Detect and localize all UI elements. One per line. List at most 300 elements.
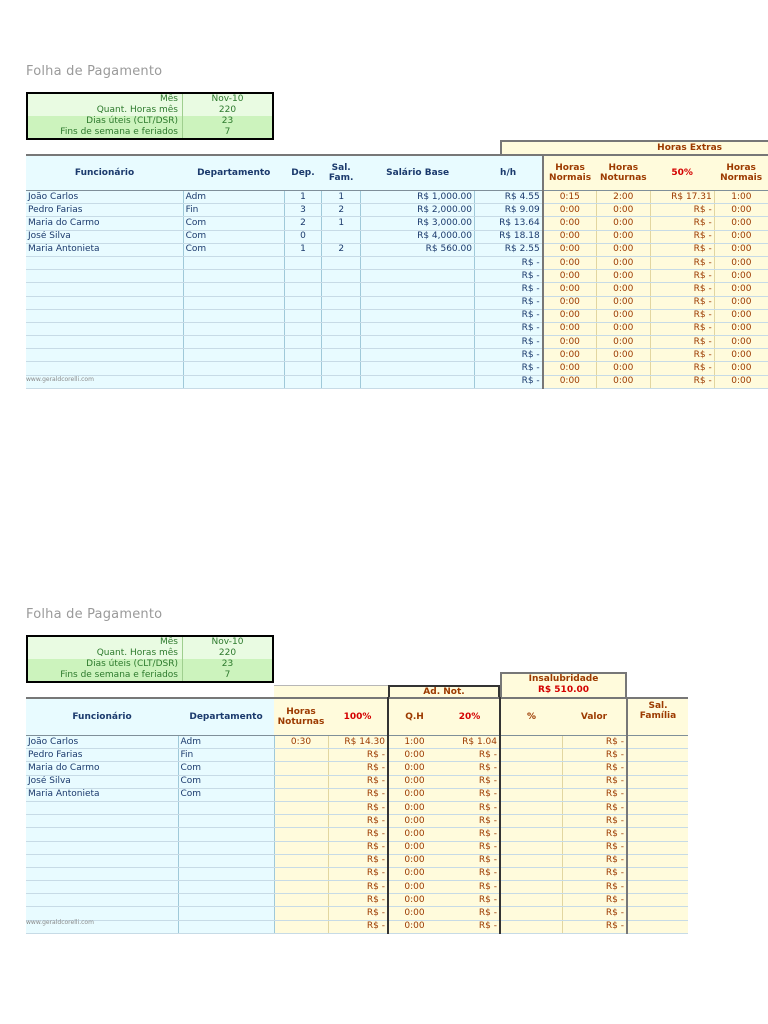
col-horas-noturnas-cell[interactable]: 0:00 bbox=[596, 309, 650, 322]
col-departamento-cell[interactable] bbox=[178, 828, 274, 841]
col-sal-fam-cell[interactable] bbox=[322, 375, 361, 388]
col-hh-cell[interactable]: R$ 18.18 bbox=[474, 230, 542, 243]
col-50-cell[interactable]: R$ - bbox=[650, 217, 714, 230]
col-50-cell[interactable]: R$ - bbox=[650, 230, 714, 243]
col-100-cell[interactable]: R$ - bbox=[328, 749, 388, 762]
col-horas-normais-cell[interactable]: 0:00 bbox=[543, 204, 597, 217]
col-qh-cell[interactable]: 0:00 bbox=[388, 801, 440, 814]
col-hh-cell[interactable]: R$ 13.64 bbox=[474, 217, 542, 230]
col-departamento-cell[interactable] bbox=[183, 256, 284, 269]
col-horas-noturnas-cell[interactable] bbox=[274, 775, 328, 788]
col-funcionario-cell[interactable] bbox=[26, 322, 183, 335]
col-horas-normais-cell[interactable]: 0:00 bbox=[543, 362, 597, 375]
col-valor-cell[interactable]: R$ - bbox=[562, 788, 627, 801]
col-100-cell[interactable]: R$ - bbox=[328, 894, 388, 907]
col-valor-cell[interactable]: R$ - bbox=[562, 854, 627, 867]
col-horas-normais-2-cell[interactable]: 0:00 bbox=[714, 349, 768, 362]
col-50-cell[interactable]: R$ - bbox=[650, 362, 714, 375]
col-departamento-cell[interactable]: Com bbox=[178, 775, 274, 788]
col-salario-base-cell[interactable] bbox=[361, 283, 475, 296]
col-dep-cell[interactable] bbox=[284, 309, 321, 322]
col-hh-cell[interactable]: R$ - bbox=[474, 349, 542, 362]
col-dep-cell[interactable] bbox=[284, 270, 321, 283]
col-horas-normais-2-cell[interactable]: 0:00 bbox=[714, 322, 768, 335]
summary-value[interactable]: 23 bbox=[183, 659, 274, 670]
col-funcionario-cell[interactable] bbox=[26, 867, 178, 880]
col-hh-cell[interactable]: R$ - bbox=[474, 270, 542, 283]
col-20-cell[interactable]: R$ - bbox=[440, 749, 500, 762]
col-dep-cell[interactable] bbox=[284, 362, 321, 375]
col-100-cell[interactable]: R$ - bbox=[328, 775, 388, 788]
col-dep-cell[interactable]: 1 bbox=[284, 191, 321, 204]
col-horas-normais-2-cell[interactable]: 0:00 bbox=[714, 362, 768, 375]
col-departamento-cell[interactable] bbox=[183, 336, 284, 349]
col-departamento-cell[interactable] bbox=[183, 270, 284, 283]
summary-value[interactable]: 23 bbox=[183, 116, 274, 127]
col-horas-noturnas-cell[interactable]: 0:30 bbox=[274, 736, 328, 749]
col-horas-normais-2-cell[interactable]: 0:00 bbox=[714, 243, 768, 256]
col-departamento-cell[interactable]: Com bbox=[178, 762, 274, 775]
col-departamento-cell[interactable] bbox=[183, 375, 284, 388]
col-20-cell[interactable]: R$ - bbox=[440, 867, 500, 880]
col-departamento-cell[interactable] bbox=[178, 881, 274, 894]
col-qh-cell[interactable]: 0:00 bbox=[388, 854, 440, 867]
col-horas-noturnas-cell[interactable] bbox=[274, 907, 328, 920]
summary-value[interactable]: Nov-10 bbox=[183, 636, 274, 648]
col-sal-fam-cell[interactable] bbox=[322, 230, 361, 243]
col-funcionario-cell[interactable]: João Carlos bbox=[26, 191, 183, 204]
col-valor-cell[interactable]: R$ - bbox=[562, 828, 627, 841]
col-percent-cell[interactable] bbox=[500, 894, 562, 907]
col-percent-cell[interactable] bbox=[500, 749, 562, 762]
col-20-cell[interactable]: R$ - bbox=[440, 762, 500, 775]
col-sal-familia-cell[interactable] bbox=[627, 775, 688, 788]
col-departamento-cell[interactable] bbox=[178, 854, 274, 867]
col-horas-noturnas-cell[interactable]: 0:00 bbox=[596, 217, 650, 230]
col-horas-noturnas-cell[interactable]: 0:00 bbox=[596, 336, 650, 349]
col-horas-normais-2-cell[interactable]: 0:00 bbox=[714, 375, 768, 388]
col-100-cell[interactable]: R$ - bbox=[328, 867, 388, 880]
col-100-cell[interactable]: R$ - bbox=[328, 881, 388, 894]
col-salario-base-cell[interactable] bbox=[361, 349, 475, 362]
col-salario-base-cell[interactable] bbox=[361, 296, 475, 309]
col-sal-familia-cell[interactable] bbox=[627, 881, 688, 894]
col-100-cell[interactable]: R$ - bbox=[328, 841, 388, 854]
col-valor-cell[interactable]: R$ - bbox=[562, 815, 627, 828]
col-funcionario-cell[interactable] bbox=[26, 283, 183, 296]
col-sal-familia-cell[interactable] bbox=[627, 815, 688, 828]
col-funcionario-cell[interactable] bbox=[26, 854, 178, 867]
col-100-cell[interactable]: R$ - bbox=[328, 828, 388, 841]
col-funcionario-cell[interactable] bbox=[26, 828, 178, 841]
col-horas-normais-2-cell[interactable]: 0:00 bbox=[714, 217, 768, 230]
col-20-cell[interactable]: R$ - bbox=[440, 907, 500, 920]
col-horas-noturnas-cell[interactable]: 0:00 bbox=[596, 270, 650, 283]
col-salario-base-cell[interactable] bbox=[361, 322, 475, 335]
col-sal-fam-cell[interactable]: 1 bbox=[322, 191, 361, 204]
col-sal-fam-cell[interactable] bbox=[322, 349, 361, 362]
col-sal-familia-cell[interactable] bbox=[627, 749, 688, 762]
col-horas-noturnas-cell[interactable]: 0:00 bbox=[596, 322, 650, 335]
col-percent-cell[interactable] bbox=[500, 907, 562, 920]
col-valor-cell[interactable]: R$ - bbox=[562, 841, 627, 854]
col-20-cell[interactable]: R$ - bbox=[440, 788, 500, 801]
col-horas-noturnas-cell[interactable]: 0:00 bbox=[596, 204, 650, 217]
col-percent-cell[interactable] bbox=[500, 854, 562, 867]
col-horas-noturnas-cell[interactable] bbox=[274, 841, 328, 854]
col-50-cell[interactable]: R$ - bbox=[650, 270, 714, 283]
col-departamento-cell[interactable]: Com bbox=[183, 230, 284, 243]
col-qh-cell[interactable]: 0:00 bbox=[388, 762, 440, 775]
col-20-cell[interactable]: R$ 1.04 bbox=[440, 736, 500, 749]
col-100-cell[interactable]: R$ - bbox=[328, 907, 388, 920]
col-horas-normais-2-cell[interactable]: 1:00 bbox=[714, 191, 768, 204]
col-20-cell[interactable]: R$ - bbox=[440, 801, 500, 814]
col-horas-noturnas-cell[interactable] bbox=[274, 788, 328, 801]
col-sal-fam-header: Sal. Fam. bbox=[322, 155, 361, 191]
col-funcionario-cell[interactable] bbox=[26, 841, 178, 854]
col-funcionario-cell[interactable]: Pedro Farias bbox=[26, 204, 183, 217]
col-funcionario-cell[interactable]: Maria do Carmo bbox=[26, 217, 183, 230]
col-qh-cell[interactable]: 0:00 bbox=[388, 881, 440, 894]
col-sal-familia-cell[interactable] bbox=[627, 801, 688, 814]
col-valor-cell[interactable]: R$ - bbox=[562, 775, 627, 788]
col-horas-normais-cell[interactable]: 0:00 bbox=[543, 256, 597, 269]
col-funcionario-cell[interactable] bbox=[26, 336, 183, 349]
col-funcionario-cell[interactable] bbox=[26, 296, 183, 309]
col-100-cell[interactable]: R$ - bbox=[328, 788, 388, 801]
col-valor-cell[interactable]: R$ - bbox=[562, 867, 627, 880]
col-funcionario-cell[interactable] bbox=[26, 815, 178, 828]
col-sal-familia-cell[interactable] bbox=[627, 788, 688, 801]
col-horas-normais-2-cell[interactable]: 0:00 bbox=[714, 270, 768, 283]
col-100-cell[interactable]: R$ - bbox=[328, 762, 388, 775]
col-percent-cell[interactable] bbox=[500, 775, 562, 788]
col-valor-cell[interactable]: R$ - bbox=[562, 749, 627, 762]
col-horas-noturnas-cell[interactable] bbox=[274, 920, 328, 933]
col-departamento-cell[interactable] bbox=[178, 894, 274, 907]
col-percent-cell[interactable] bbox=[500, 815, 562, 828]
col-qh-cell[interactable]: 0:00 bbox=[388, 775, 440, 788]
col-qh-cell[interactable]: 0:00 bbox=[388, 867, 440, 880]
col-horas-noturnas-cell[interactable] bbox=[274, 828, 328, 841]
col-horas-normais-2-cell[interactable]: 0:00 bbox=[714, 204, 768, 217]
col-salario-base-cell[interactable] bbox=[361, 375, 475, 388]
col-sal-fam-cell[interactable]: 1 bbox=[322, 217, 361, 230]
col-funcionario-header: Funcionário bbox=[26, 698, 178, 736]
col-departamento-cell[interactable] bbox=[178, 801, 274, 814]
horas-extras-band: Horas Extras bbox=[500, 140, 768, 155]
col-20-cell[interactable]: R$ - bbox=[440, 841, 500, 854]
col-valor-cell[interactable]: R$ - bbox=[562, 907, 627, 920]
col-horas-normais-cell[interactable]: 0:00 bbox=[543, 349, 597, 362]
col-dep-cell[interactable] bbox=[284, 375, 321, 388]
col-qh-cell[interactable]: 0:00 bbox=[388, 894, 440, 907]
col-departamento-cell[interactable]: Fin bbox=[183, 204, 284, 217]
col-salario-base-cell[interactable]: R$ 4,000.00 bbox=[361, 230, 475, 243]
col-sal-familia-cell[interactable] bbox=[627, 762, 688, 775]
col-50-cell[interactable]: R$ - bbox=[650, 322, 714, 335]
col-50-cell[interactable]: R$ 17.31 bbox=[650, 191, 714, 204]
col-horas-normais-2-cell[interactable]: 0:00 bbox=[714, 283, 768, 296]
col-sal-fam-cell[interactable]: 2 bbox=[322, 204, 361, 217]
col-dep-cell[interactable] bbox=[284, 283, 321, 296]
col-hh-cell[interactable]: R$ - bbox=[474, 336, 542, 349]
col-horas-normais-2-cell[interactable]: 0:00 bbox=[714, 230, 768, 243]
col-20-cell[interactable]: R$ - bbox=[440, 920, 500, 933]
col-100-cell[interactable]: R$ - bbox=[328, 854, 388, 867]
col-percent-cell[interactable] bbox=[500, 867, 562, 880]
col-sal-familia-cell[interactable] bbox=[627, 828, 688, 841]
col-departamento-cell[interactable] bbox=[178, 815, 274, 828]
col-salario-base-cell[interactable]: R$ 2,000.00 bbox=[361, 204, 475, 217]
col-100-cell[interactable]: R$ - bbox=[328, 801, 388, 814]
col-50-cell[interactable]: R$ - bbox=[650, 336, 714, 349]
col-valor-cell[interactable]: R$ - bbox=[562, 894, 627, 907]
col-horas-noturnas-cell[interactable]: 0:00 bbox=[596, 256, 650, 269]
table-row bbox=[26, 920, 688, 933]
col-sal-familia-cell[interactable] bbox=[627, 736, 688, 749]
table-row bbox=[26, 854, 688, 867]
col-percent-cell[interactable] bbox=[500, 736, 562, 749]
col-sal-familia-cell[interactable] bbox=[627, 920, 688, 933]
col-dep-cell[interactable] bbox=[284, 349, 321, 362]
col-horas-normais-cell[interactable]: 0:00 bbox=[543, 296, 597, 309]
col-funcionario-cell[interactable] bbox=[26, 270, 183, 283]
col-qh-cell[interactable]: 0:00 bbox=[388, 828, 440, 841]
col-hh-cell[interactable]: R$ - bbox=[474, 322, 542, 335]
col-horas-normais-cell[interactable]: 0:00 bbox=[543, 230, 597, 243]
col-departamento-cell[interactable] bbox=[178, 867, 274, 880]
col-departamento-cell[interactable]: Adm bbox=[183, 191, 284, 204]
col-20-cell[interactable]: R$ - bbox=[440, 815, 500, 828]
col-horas-normais-cell[interactable]: 0:00 bbox=[543, 283, 597, 296]
col-funcionario-cell[interactable]: José Silva bbox=[26, 230, 183, 243]
col-horas-noturnas-cell[interactable]: 2:00 bbox=[596, 191, 650, 204]
col-departamento-cell[interactable]: Com bbox=[183, 243, 284, 256]
col-qh-cell[interactable]: 0:00 bbox=[388, 907, 440, 920]
col-salario-base-cell[interactable] bbox=[361, 362, 475, 375]
col-horas-noturnas-cell[interactable] bbox=[274, 881, 328, 894]
col-hh-cell[interactable]: R$ - bbox=[474, 375, 542, 388]
col-hh-cell[interactable]: R$ - bbox=[474, 309, 542, 322]
col-funcionario-cell[interactable]: Maria Antonieta bbox=[26, 788, 178, 801]
col-salario-base-cell[interactable] bbox=[361, 309, 475, 322]
col-20-cell[interactable]: R$ - bbox=[440, 881, 500, 894]
col-horas-normais-cell[interactable]: 0:00 bbox=[543, 336, 597, 349]
col-50-cell[interactable]: R$ - bbox=[650, 243, 714, 256]
col-dep-cell[interactable]: 1 bbox=[284, 243, 321, 256]
col-salario-base-cell[interactable]: R$ 3,000.00 bbox=[361, 217, 475, 230]
summary-value[interactable]: 220 bbox=[183, 648, 274, 659]
summary-value[interactable]: Nov-10 bbox=[183, 93, 274, 105]
col-departamento-cell[interactable]: Com bbox=[178, 788, 274, 801]
col-horas-normais-cell[interactable]: 0:00 bbox=[543, 375, 597, 388]
col-50-cell[interactable]: R$ - bbox=[650, 309, 714, 322]
col-dep-cell[interactable] bbox=[284, 336, 321, 349]
col-horas-noturnas-cell[interactable]: 0:00 bbox=[596, 296, 650, 309]
col-horas-normais-2-cell[interactable]: 0:00 bbox=[714, 336, 768, 349]
col-qh-cell[interactable]: 1:00 bbox=[388, 736, 440, 749]
col-sal-familia-cell[interactable] bbox=[627, 907, 688, 920]
col-salario-base-cell[interactable]: R$ 1,000.00 bbox=[361, 191, 475, 204]
col-20-cell[interactable]: R$ - bbox=[440, 775, 500, 788]
col-20-cell[interactable]: R$ - bbox=[440, 854, 500, 867]
col-funcionario-cell[interactable] bbox=[26, 801, 178, 814]
col-horas-normais-cell[interactable]: 0:00 bbox=[543, 309, 597, 322]
col-funcionario-cell[interactable]: Maria do Carmo bbox=[26, 762, 178, 775]
col-departamento-cell[interactable] bbox=[178, 920, 274, 933]
col-departamento-cell[interactable]: Adm bbox=[178, 736, 274, 749]
col-departamento-cell[interactable]: Com bbox=[183, 217, 284, 230]
col-horas-noturnas-cell[interactable]: 0:00 bbox=[596, 349, 650, 362]
col-valor-cell[interactable]: R$ - bbox=[562, 736, 627, 749]
col-funcionario-cell[interactable]: João Carlos bbox=[26, 736, 178, 749]
col-horas-noturnas-cell[interactable] bbox=[274, 815, 328, 828]
col-sal-familia-cell[interactable] bbox=[627, 867, 688, 880]
col-horas-noturnas-cell[interactable] bbox=[274, 867, 328, 880]
summary-value[interactable]: 220 bbox=[183, 105, 274, 116]
col-100-cell[interactable]: R$ - bbox=[328, 815, 388, 828]
col-100-cell[interactable]: R$ - bbox=[328, 920, 388, 933]
col-funcionario-cell[interactable] bbox=[26, 894, 178, 907]
col-sal-fam-cell[interactable] bbox=[322, 270, 361, 283]
table-row bbox=[26, 336, 768, 349]
col-qh-cell[interactable]: 0:00 bbox=[388, 841, 440, 854]
col-horas-noturnas-cell[interactable]: 0:00 bbox=[596, 362, 650, 375]
col-sal-familia-cell[interactable] bbox=[627, 841, 688, 854]
col-20-cell[interactable]: R$ - bbox=[440, 828, 500, 841]
col-sal-familia-cell[interactable] bbox=[627, 854, 688, 867]
col-departamento-cell[interactable] bbox=[183, 362, 284, 375]
col-percent-cell[interactable] bbox=[500, 881, 562, 894]
col-valor-cell[interactable]: R$ - bbox=[562, 881, 627, 894]
col-50-cell[interactable]: R$ - bbox=[650, 375, 714, 388]
col-sal-fam-cell[interactable] bbox=[322, 336, 361, 349]
col-salario-base-cell[interactable]: R$ 560.00 bbox=[361, 243, 475, 256]
col-valor-cell[interactable]: R$ - bbox=[562, 920, 627, 933]
col-horas-noturnas-cell[interactable]: 0:00 bbox=[596, 375, 650, 388]
col-hh-cell[interactable]: R$ 4.55 bbox=[474, 191, 542, 204]
insalubridade-value[interactable]: R$ 510.00 bbox=[537, 685, 590, 695]
col-50-cell[interactable]: R$ - bbox=[650, 204, 714, 217]
col-horas-normais-cell[interactable]: 0:00 bbox=[543, 322, 597, 335]
col-funcionario-cell[interactable] bbox=[26, 349, 183, 362]
col-departamento-cell[interactable] bbox=[183, 296, 284, 309]
col-funcionario-cell[interactable] bbox=[26, 256, 183, 269]
col-horas-noturnas-cell[interactable] bbox=[274, 762, 328, 775]
col-horas-normais-2-cell[interactable]: 0:00 bbox=[714, 296, 768, 309]
col-horas-noturnas-cell[interactable]: 0:00 bbox=[596, 243, 650, 256]
summary-value[interactable]: 7 bbox=[183, 670, 274, 682]
table-row bbox=[26, 907, 688, 920]
col-dep-cell[interactable] bbox=[284, 322, 321, 335]
col-hh-cell[interactable]: R$ - bbox=[474, 362, 542, 375]
col-hh-cell[interactable]: R$ - bbox=[474, 256, 542, 269]
col-percent-cell[interactable] bbox=[500, 841, 562, 854]
col-sal-fam-cell[interactable] bbox=[322, 309, 361, 322]
col-horas-normais-cell[interactable]: 0:15 bbox=[543, 191, 597, 204]
col-qh-cell[interactable]: 0:00 bbox=[388, 920, 440, 933]
col-percent-cell[interactable] bbox=[500, 920, 562, 933]
col-departamento-cell[interactable] bbox=[183, 322, 284, 335]
col-departamento-cell[interactable] bbox=[183, 309, 284, 322]
col-horas-normais-cell[interactable]: 0:00 bbox=[543, 243, 597, 256]
col-departamento-cell[interactable]: Fin bbox=[178, 749, 274, 762]
col-funcionario-cell[interactable]: Pedro Farias bbox=[26, 749, 178, 762]
col-sal-fam-cell[interactable] bbox=[322, 322, 361, 335]
col-dep-cell[interactable] bbox=[284, 296, 321, 309]
col-horas-noturnas-cell[interactable]: 0:00 bbox=[596, 283, 650, 296]
col-dep-cell[interactable]: 0 bbox=[284, 230, 321, 243]
col-qh-cell[interactable]: 0:00 bbox=[388, 749, 440, 762]
col-funcionario-cell[interactable] bbox=[26, 309, 183, 322]
col-horas-normais-cell[interactable]: 0:00 bbox=[543, 217, 597, 230]
col-dep-cell[interactable]: 2 bbox=[284, 217, 321, 230]
col-departamento-cell[interactable] bbox=[178, 907, 274, 920]
col-horas-noturnas-cell[interactable] bbox=[274, 894, 328, 907]
col-horas-normais-2-cell[interactable]: 0:00 bbox=[714, 309, 768, 322]
col-20-cell[interactable]: R$ - bbox=[440, 894, 500, 907]
col-50-cell[interactable]: R$ - bbox=[650, 296, 714, 309]
col-sal-familia-cell[interactable] bbox=[627, 894, 688, 907]
col-funcionario-cell[interactable] bbox=[26, 881, 178, 894]
table-row bbox=[26, 749, 688, 762]
col-valor-cell[interactable]: R$ - bbox=[562, 801, 627, 814]
col-departamento-cell[interactable] bbox=[178, 841, 274, 854]
col-100-cell[interactable]: R$ 14.30 bbox=[328, 736, 388, 749]
col-funcionario-cell[interactable] bbox=[26, 362, 183, 375]
col-salario-base-cell[interactable] bbox=[361, 270, 475, 283]
col-funcionario-cell[interactable]: José Silva bbox=[26, 775, 178, 788]
col-percent-cell[interactable] bbox=[500, 828, 562, 841]
col-horas-normais-cell[interactable]: 0:00 bbox=[543, 270, 597, 283]
col-horas-noturnas-cell[interactable]: 0:00 bbox=[596, 230, 650, 243]
col-hh-cell[interactable]: R$ - bbox=[474, 296, 542, 309]
col-percent-cell[interactable] bbox=[500, 801, 562, 814]
col-50-cell[interactable]: R$ - bbox=[650, 349, 714, 362]
col-horas-noturnas-cell[interactable] bbox=[274, 854, 328, 867]
col-horas-normais-2-cell[interactable]: 0:00 bbox=[714, 256, 768, 269]
col-departamento-cell[interactable] bbox=[183, 283, 284, 296]
col-qh-cell[interactable]: 0:00 bbox=[388, 788, 440, 801]
summary-value[interactable]: 7 bbox=[183, 127, 274, 139]
col-salario-base-cell[interactable] bbox=[361, 336, 475, 349]
col-departamento-cell[interactable] bbox=[183, 349, 284, 362]
col-50-cell[interactable]: R$ - bbox=[650, 256, 714, 269]
col-sal-fam-cell[interactable] bbox=[322, 283, 361, 296]
ad-not-band: Ad. Not. bbox=[388, 685, 500, 697]
col-horas-noturnas-cell[interactable] bbox=[274, 749, 328, 762]
col-percent-cell[interactable] bbox=[500, 762, 562, 775]
col-funcionario-cell[interactable]: Maria Antonieta bbox=[26, 243, 183, 256]
col-percent-cell[interactable] bbox=[500, 788, 562, 801]
col-sal-fam-cell[interactable] bbox=[322, 362, 361, 375]
col-50-cell[interactable]: R$ - bbox=[650, 283, 714, 296]
col-horas-noturnas-cell[interactable] bbox=[274, 801, 328, 814]
col-salario-base-cell[interactable] bbox=[361, 256, 475, 269]
col-valor-cell[interactable]: R$ - bbox=[562, 762, 627, 775]
col-hh-cell[interactable]: R$ 9.09 bbox=[474, 204, 542, 217]
col-dep-cell[interactable] bbox=[284, 256, 321, 269]
col-sal-fam-cell[interactable] bbox=[322, 296, 361, 309]
col-sal-fam-cell[interactable] bbox=[322, 256, 361, 269]
col-qh-cell[interactable]: 0:00 bbox=[388, 815, 440, 828]
col-dep-cell[interactable]: 3 bbox=[284, 204, 321, 217]
col-hh-cell[interactable]: R$ - bbox=[474, 283, 542, 296]
col-sal-fam-cell[interactable]: 2 bbox=[322, 243, 361, 256]
col-hh-cell[interactable]: R$ 2.55 bbox=[474, 243, 542, 256]
